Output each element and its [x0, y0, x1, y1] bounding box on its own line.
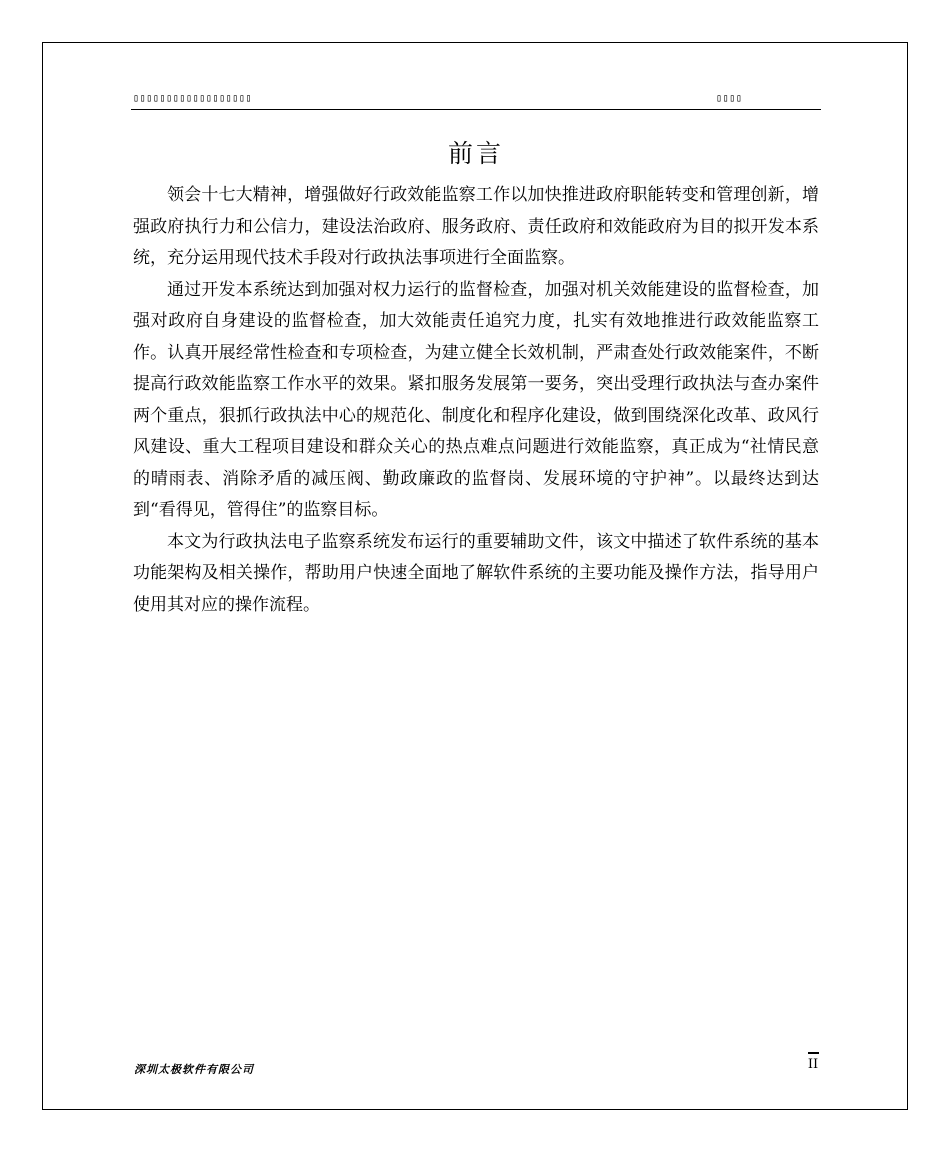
page-number-text: II: [807, 1057, 819, 1072]
header-document-title: ▯▯▯▯▯▯▯▯▯▯▯▯▯▯▯▯▯▯: [133, 93, 253, 104]
page-number-bar: [808, 1052, 819, 1054]
paragraph-3: 本文为行政执法电子监察系统发布运行的重要辅助文件，该文中描述了软件系统的基本功能架构及相关操作，帮助用户快速全面地了解软件系统的主要功能及操作方法，指导用户使用其对应的操作流程。: [133, 531, 819, 615]
footer-company-name: 深圳太极软件有限公司: [134, 1063, 254, 1076]
footer-page-number: [805, 1052, 821, 1072]
page-title: 前言: [447, 139, 504, 168]
preface-body: [133, 180, 819, 621]
paragraph-2: 通过开发本系统达到加强对权力运行的监督检查，加强对机关效能建设的监督检查，加强对政府自身建设的监督检查，加大效能责任追究力度，扎实有效地推进行政效能监察工作。认真开展经常性检查和专项检查，为建立健全长效机制，严肃查处行政效能案件，不断提高行政效能监察工作水平的效果。紧扣服务发展第一要务，突出受理行政执法与查办案件两个重点，狠抓行政执法中心的规范化、制度化和程序化建设，做到围绕深化改革、政风行风建设、重大工程项目建设和群众关心的热点难点问题进行效能监察，真正成为“社情民意的晴雨表、消除矛盾的减压阀、勤政廉政的监督岗、发展环境的守护神”。以最终达到达到“看得见，管得住”的监察目标。: [133, 279, 819, 520]
page-header: [131, 91, 821, 110]
paragraph-1: 领会十七大精神，增强做好行政效能监察工作以加快推进政府职能转变和管理创新，增强政府执行力和公信力，建设法治政府、服务政府、责任政府和效能政府为目的拟开发本系统，充分运用现代技术手段对行政执法事项进行全面监察。: [133, 185, 819, 268]
header-section-label: ▯▯▯▯: [716, 93, 743, 104]
